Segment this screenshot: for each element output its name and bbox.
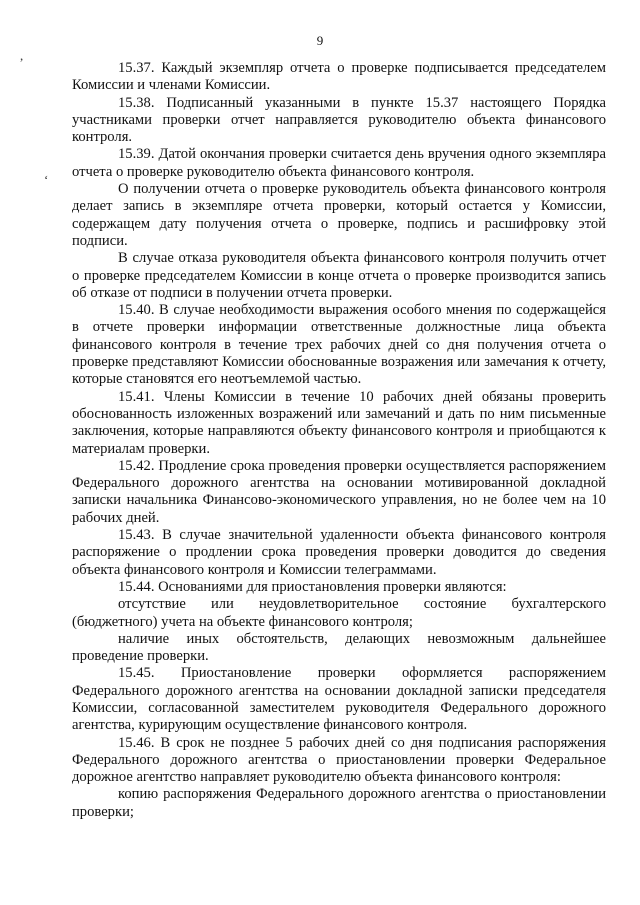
paragraph-15-39: 15.39. Датой окончания проверки считается день вручения одного экземпляра отчета о проверке руководителю объекта финансового контроля.: [72, 146, 606, 180]
paragraph-ground-accounting: отсутствие или неудовлетворительное состояние бухгалтерского (бюджетного) учета на объекте финансового контроля;: [72, 596, 606, 630]
paragraph-receipt-record: О получении отчета о проверке руководитель объекта финансового контроля делает запись в экземпляре отчета проверки, который остается у Комиссии, содержащем дату получения отчета о проверке, подпись и расшифровку этой подписи.: [72, 181, 606, 249]
paragraph-15-37: 15.37. Каждый экземпляр отчета о проверке подписывается председателем Комиссии и членами Комиссии.: [72, 60, 606, 94]
paragraph-15-42: 15.42. Продление срока проведения проверки осуществляется распоряжением Федерального дорожного агентства на основании мотивированной докладной записки начальника Финансово-экономического управления, но не более чем на 10 рабочих дней.: [72, 457, 606, 526]
paragraph-15-44: 15.44. Основаниями для приостановления проверки являются:: [118, 578, 507, 595]
paragraph-15-41: 15.41. Члены Комиссии в течение 10 рабочих дней обязаны проверить обоснованность изложенных возражений или замечаний и дать по ним письменные заключения, которые направляются объекту финансового контроля и приобщаются к материалам проверки.: [72, 388, 606, 457]
paragraph-15-40: 15.40. В случае необходимости выражения особого мнения по содержащейся в отчете проверки информации ответственные должностные лица объекта финансового контроля в течение трех рабочих дней со дня получения отчета о проверке представляют Комиссии обоснованные возражения или замечания к отчету, которые становятся его неотъемлемой частью.: [72, 302, 606, 388]
scan-speck: ,: [20, 48, 24, 63]
paragraph-refusal: В случае отказа руководителя объекта финансового контроля получить отчет о проверке председателем Комиссии в конце отчета о проверке производится запись об отказе от подписи в получении отчета проверки.: [72, 250, 606, 301]
scan-speck: ‘: [44, 172, 49, 187]
paragraph-15-46: 15.46. В срок не позднее 5 рабочих дней со дня подписания распоряжения Федерального дорожного агентства о приостановлении проверки Федеральное дорожное агентство направляет руководителю объекта финансового контроля:: [72, 734, 606, 786]
paragraph-15-45: 15.45. Приостановление проверки оформляется распоряжением Федерального дорожного агентства на основании докладной записки председателя Комиссии, согласованной заместителем руководителя Федерального дорожного агентства, курирующим осуществление финансового контроля.: [72, 665, 606, 734]
paragraph-15-38: 15.38. Подписанный указанными в пункте 15.37 настоящего Порядка участниками проверки отчет направляется руководителю объекта финансового контроля.: [72, 94, 606, 146]
paragraph-ground-circumstances: наличие иных обстоятельств, делающих невозможным дальнейшее проведение проверки.: [72, 630, 606, 665]
paragraph-15-43: 15.43. В случае значительной удаленности объекта финансового контроля распоряжение о продлении срока проведения проверки доводится до сведения объекта финансового контроля и Комиссии телеграммами.: [72, 527, 606, 578]
page-number: 9: [316, 33, 324, 48]
paragraph-order-copy: копию распоряжения Федерального дорожного агентства о приостановлении проверки;: [72, 786, 606, 820]
document-body: [72, 60, 606, 821]
